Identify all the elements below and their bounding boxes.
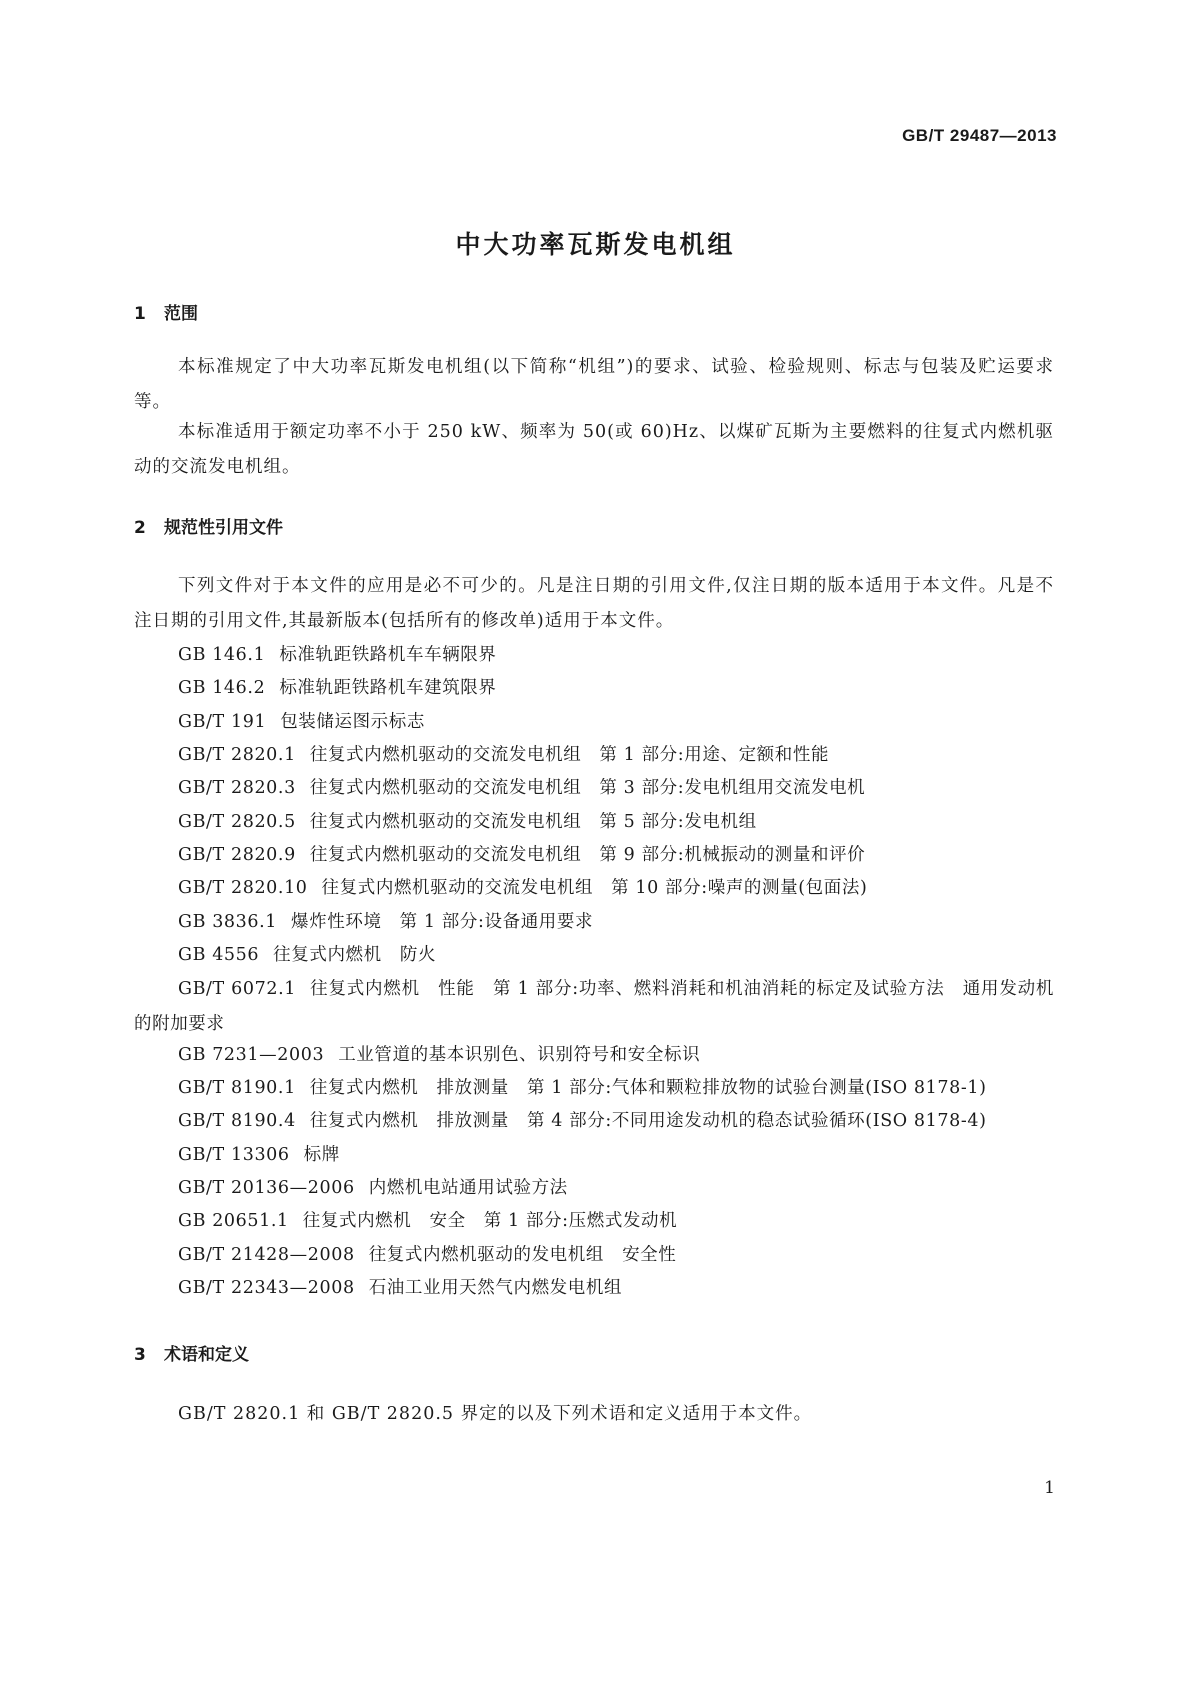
- reference-item: [178, 1043, 700, 1067]
- reference-code: GB/T 22343—2008: [178, 1278, 355, 1298]
- paragraph: GB/T 2820.1 和 GB/T 2820.5 界定的以及下列术语和定义适用于本文件。: [178, 1404, 813, 1424]
- section-number: 3: [134, 1345, 146, 1365]
- reference-item: [178, 743, 829, 767]
- reference-item: [178, 1076, 987, 1100]
- reference-item: [178, 1109, 987, 1133]
- references-intro: 下列文件对于本文件的应用是必不可少的。凡是注日期的引用文件,仅注日期的版本适用于本文件。凡是不注日期的引用文件,其最新版本(包括所有的修改单)适用于本文件。: [134, 576, 1054, 631]
- section-number: 2: [134, 518, 146, 538]
- reference-code: GB/T 2820.5: [178, 812, 296, 832]
- reference-item: [178, 810, 757, 834]
- reference-item: [178, 643, 497, 667]
- reference-code: GB/T 6072.1: [178, 979, 296, 999]
- reference-title: 标准轨距铁路机车车辆限界: [279, 645, 497, 665]
- reference-code: GB/T 2820.3: [178, 778, 296, 798]
- reference-code: GB/T 2820.1: [178, 745, 296, 765]
- reference-item: [178, 843, 865, 867]
- reference-title: 工业管道的基本识别色、识别符号和安全标识: [338, 1045, 701, 1065]
- reference-title: 往复式内燃机驱动的交流发电机组 第 5 部分:发电机组: [309, 812, 757, 832]
- reference-item: [178, 1209, 677, 1233]
- reference-item: [134, 972, 1054, 1042]
- reference-title: 石油工业用天然气内燃发电机组: [368, 1278, 623, 1298]
- reference-title: 爆炸性环境 第 1 部分:设备通用要求: [291, 912, 594, 932]
- section-number: 1: [134, 304, 146, 324]
- reference-item: [178, 1176, 568, 1200]
- reference-code: GB/T 2820.10: [178, 878, 308, 898]
- reference-item: [178, 910, 593, 934]
- reference-code: GB/T 21428—2008: [178, 1245, 355, 1265]
- reference-item: [178, 1243, 676, 1267]
- reference-title: 标牌: [303, 1145, 340, 1165]
- reference-item: [178, 710, 425, 734]
- reference-title: 往复式内燃机驱动的交流发电机组 第 10 部分:噪声的测量(包面法): [321, 878, 868, 898]
- reference-code: GB/T 2820.9: [178, 845, 296, 865]
- reference-item: [178, 1276, 622, 1300]
- reference-code: GB 146.1: [178, 645, 266, 665]
- reference-item: [178, 1143, 340, 1167]
- section-2-heading: [134, 513, 283, 538]
- reference-item: [178, 676, 497, 700]
- reference-title: 标准轨距铁路机车建筑限界: [279, 678, 497, 698]
- section-title: 规范性引用文件: [164, 518, 283, 538]
- reference-code: GB/T 13306: [178, 1145, 290, 1165]
- reference-code: GB/T 8190.4: [178, 1111, 296, 1131]
- reference-title: 往复式内燃机驱动的交流发电机组 第 3 部分:发电机组用交流发电机: [309, 778, 866, 798]
- section-title: 术语和定义: [164, 1345, 249, 1365]
- reference-title: 往复式内燃机 性能 第 1 部分:功率、燃料消耗和机油消耗的标定及试验方法 通用发动机的附加要求: [134, 979, 1054, 1034]
- reference-code: GB 146.2: [178, 678, 266, 698]
- paragraph: 本标准适用于额定功率不小于 250 kW、频率为 50(或 60)Hz、以煤矿瓦斯为主要燃料的往复式内燃机驱动的交流发电机组。: [134, 422, 1054, 477]
- paragraph: 本标准规定了中大功率瓦斯发电机组(以下简称“机组”)的要求、试验、检验规则、标志与包装及贮运要求等。: [134, 357, 1054, 412]
- document-title: 中大功率瓦斯发电机组: [455, 230, 736, 259]
- reference-item: [178, 943, 436, 967]
- reference-item: [178, 876, 867, 900]
- reference-title: 往复式内燃机驱动的交流发电机组 第 9 部分:机械振动的测量和评价: [309, 845, 866, 865]
- reference-title: 往复式内燃机驱动的发电机组 安全性: [368, 1245, 677, 1265]
- standard-id: GB/T 29487—2013: [902, 126, 1057, 145]
- reference-code: GB/T 191: [178, 712, 267, 732]
- section-title: 范围: [164, 304, 198, 324]
- page-number: 1: [1044, 1478, 1055, 1498]
- reference-title: 往复式内燃机 排放测量 第 1 部分:气体和颗粒排放物的试验台测量(ISO 8178-1): [309, 1078, 987, 1098]
- reference-title: 往复式内燃机 安全 第 1 部分:压燃式发动机: [302, 1211, 678, 1231]
- reference-code: GB/T 8190.1: [178, 1078, 296, 1098]
- reference-title: 往复式内燃机 防火: [273, 945, 437, 965]
- reference-code: GB/T 20136—2006: [178, 1178, 355, 1198]
- reference-item: [178, 776, 865, 800]
- reference-code: GB 20651.1: [178, 1211, 289, 1231]
- section-3-heading: [134, 1340, 249, 1365]
- reference-code: GB 4556: [178, 945, 260, 965]
- reference-code: GB 7231—2003: [178, 1045, 325, 1065]
- reference-title: 往复式内燃机驱动的交流发电机组 第 1 部分:用途、定额和性能: [309, 745, 830, 765]
- section-1-heading: [134, 299, 198, 324]
- reference-title: 包装储运图示标志: [280, 712, 425, 732]
- reference-code: GB 3836.1: [178, 912, 278, 932]
- reference-title: 往复式内燃机 排放测量 第 4 部分:不同用途发动机的稳态试验循环(ISO 8178-4): [309, 1111, 987, 1131]
- reference-title: 内燃机电站通用试验方法: [368, 1178, 568, 1198]
